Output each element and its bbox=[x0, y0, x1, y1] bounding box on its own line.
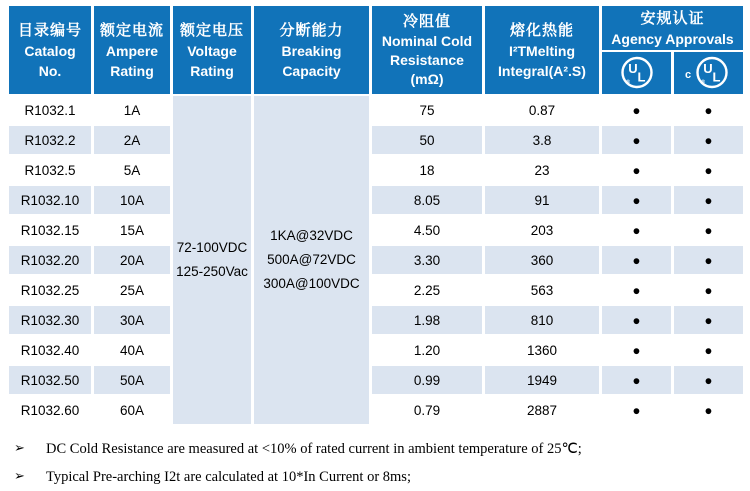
header-breaking-en2: Capacity bbox=[282, 62, 341, 79]
header-melting bbox=[484, 5, 601, 95]
catalog-cell: R1032.1 bbox=[8, 95, 93, 125]
cul-approval-dot: ● bbox=[673, 125, 745, 155]
header-resistance-unit: (mΩ) bbox=[410, 71, 444, 87]
header-catalog bbox=[8, 5, 93, 95]
cul-approval-dot: ● bbox=[673, 95, 745, 125]
svg-text:U: U bbox=[702, 61, 713, 76]
footnote-text: DC Cold Resistance are measured at <10% of rated current in ambient temperature of 25℃; bbox=[46, 441, 582, 457]
ul-approval-dot: ● bbox=[601, 125, 673, 155]
melting-cell: 810 bbox=[484, 305, 601, 335]
catalog-cell: R1032.20 bbox=[8, 245, 93, 275]
ampere-cell: 50A bbox=[93, 365, 172, 395]
header-resistance bbox=[371, 5, 484, 95]
table-row bbox=[8, 185, 745, 215]
arrow-bullet-icon: ➢ bbox=[14, 469, 25, 484]
voltage-line1: 72-100VDC bbox=[176, 240, 248, 255]
resistance-cell: 8.05 bbox=[371, 185, 484, 215]
header-catalog-en2: No. bbox=[38, 62, 62, 79]
header-agency bbox=[601, 5, 745, 51]
ul-approval-dot: ● bbox=[601, 335, 673, 365]
resistance-cell: 2.25 bbox=[371, 275, 484, 305]
catalog-cell: R1032.25 bbox=[8, 275, 93, 305]
header-melting-zh: 熔化热能 bbox=[509, 21, 574, 39]
header-ampere-zh: 额定电流 bbox=[99, 21, 164, 39]
ul-approval-dot: ● bbox=[601, 215, 673, 245]
melting-cell: 3.8 bbox=[484, 125, 601, 155]
ampere-cell: 40A bbox=[93, 335, 172, 365]
header-melting-en2: Integral(A².S) bbox=[498, 62, 586, 79]
table-row bbox=[8, 125, 745, 155]
ul-approval-dot: ● bbox=[601, 95, 673, 125]
ampere-cell: 1A bbox=[93, 95, 172, 125]
melting-cell: 563 bbox=[484, 275, 601, 305]
resistance-cell: 18 bbox=[371, 155, 484, 185]
svg-text:c: c bbox=[684, 69, 691, 81]
melting-cell: 0.87 bbox=[484, 95, 601, 125]
header-ampere bbox=[93, 5, 172, 95]
svg-text:®: ® bbox=[700, 79, 705, 86]
header-resistance-en1: Nominal Cold bbox=[381, 33, 473, 49]
header-ul-logo-cell bbox=[601, 51, 673, 95]
header-agency-en: Agency Approvals bbox=[611, 30, 734, 47]
ul-approval-dot: ● bbox=[601, 245, 673, 275]
cul-approval-dot: ● bbox=[673, 395, 745, 425]
catalog-cell: R1032.50 bbox=[8, 365, 93, 395]
ampere-cell: 10A bbox=[93, 185, 172, 215]
catalog-cell: R1032.5 bbox=[8, 155, 93, 185]
melting-cell: 91 bbox=[484, 185, 601, 215]
footnote-text: Typical Pre-arching I2t are calculated at 10*In Current or 8ms; bbox=[46, 469, 411, 485]
ul-approval-dot: ● bbox=[601, 365, 673, 395]
ul-approval-dot: ● bbox=[601, 305, 673, 335]
header-breaking-zh: 分断能力 bbox=[279, 21, 344, 39]
ul-approval-dot: ● bbox=[601, 185, 673, 215]
resistance-cell: 3.30 bbox=[371, 245, 484, 275]
table-row bbox=[8, 365, 745, 395]
table-row bbox=[8, 275, 745, 305]
svg-text:L: L bbox=[712, 69, 720, 85]
voltage-rating-merged-cell bbox=[172, 95, 253, 425]
melting-cell: 203 bbox=[484, 215, 601, 245]
ampere-cell: 20A bbox=[93, 245, 172, 275]
cul-approval-dot: ● bbox=[673, 365, 745, 395]
ul-mark-icon bbox=[614, 55, 660, 91]
spec-table bbox=[6, 4, 746, 426]
arrow-bullet-icon: ➢ bbox=[14, 441, 25, 456]
cul-approval-dot: ● bbox=[673, 305, 745, 335]
resistance-cell: 1.20 bbox=[371, 335, 484, 365]
footnotes bbox=[6, 435, 750, 491]
table-row bbox=[8, 305, 745, 335]
ul-approval-dot: ● bbox=[601, 275, 673, 305]
svg-text:L: L bbox=[637, 69, 645, 85]
cul-approval-dot: ● bbox=[673, 185, 745, 215]
melting-cell: 23 bbox=[484, 155, 601, 185]
voltage-line2: 125-250Vac bbox=[176, 264, 248, 279]
resistance-cell: 50 bbox=[371, 125, 484, 155]
table-row bbox=[8, 395, 745, 425]
table-row bbox=[8, 245, 745, 275]
melting-cell: 1949 bbox=[484, 365, 601, 395]
cul-approval-dot: ● bbox=[673, 155, 745, 185]
melting-cell: 360 bbox=[484, 245, 601, 275]
ul-approval-dot: ● bbox=[601, 395, 673, 425]
svg-text:®: ® bbox=[625, 79, 630, 86]
breaking-line3: 300A@100VDC bbox=[263, 276, 360, 291]
header-breaking bbox=[253, 5, 371, 95]
melting-cell: 1360 bbox=[484, 335, 601, 365]
breaking-line1: 1KA@32VDC bbox=[270, 228, 353, 243]
c-ul-mark-icon bbox=[682, 55, 736, 91]
table-row bbox=[8, 95, 745, 125]
ampere-cell: 30A bbox=[93, 305, 172, 335]
header-voltage-zh: 额定电压 bbox=[179, 21, 244, 39]
ampere-cell: 2A bbox=[93, 125, 172, 155]
header-catalog-zh: 目录编号 bbox=[17, 21, 82, 39]
ampere-cell: 60A bbox=[93, 395, 172, 425]
cul-approval-dot: ● bbox=[673, 215, 745, 245]
table-row bbox=[8, 335, 745, 365]
table-row bbox=[8, 215, 745, 245]
footnote-prearching bbox=[6, 463, 750, 491]
header-ampere-en1: Ampere bbox=[105, 42, 159, 59]
header-voltage-en2: Rating bbox=[190, 62, 234, 79]
header-breaking-en1: Breaking bbox=[281, 42, 342, 59]
header-catalog-en1: Catalog bbox=[24, 42, 76, 59]
resistance-cell: 0.79 bbox=[371, 395, 484, 425]
svg-text:U: U bbox=[627, 61, 638, 76]
catalog-cell: R1032.30 bbox=[8, 305, 93, 335]
breaking-capacity-merged-cell bbox=[253, 95, 371, 425]
catalog-cell: R1032.60 bbox=[8, 395, 93, 425]
catalog-cell: R1032.40 bbox=[8, 335, 93, 365]
resistance-cell: 0.99 bbox=[371, 365, 484, 395]
melting-cell: 2887 bbox=[484, 395, 601, 425]
catalog-cell: R1032.15 bbox=[8, 215, 93, 245]
header-voltage bbox=[172, 5, 253, 95]
header-cul-logo-cell bbox=[673, 51, 745, 95]
table-row bbox=[8, 155, 745, 185]
ampere-cell: 15A bbox=[93, 215, 172, 245]
resistance-cell: 75 bbox=[371, 95, 484, 125]
header-ampere-en2: Rating bbox=[110, 62, 154, 79]
catalog-cell: R1032.2 bbox=[8, 125, 93, 155]
ampere-cell: 5A bbox=[93, 155, 172, 185]
resistance-cell: 1.98 bbox=[371, 305, 484, 335]
header-resistance-zh: 冷阻值 bbox=[402, 13, 451, 30]
breaking-line2: 500A@72VDC bbox=[267, 252, 356, 267]
ampere-cell: 25A bbox=[93, 275, 172, 305]
header-voltage-en1: Voltage bbox=[187, 42, 237, 59]
resistance-cell: 4.50 bbox=[371, 215, 484, 245]
header-resistance-en2: Resistance bbox=[390, 52, 464, 68]
ul-approval-dot: ● bbox=[601, 155, 673, 185]
footnote-cold-resistance bbox=[6, 435, 750, 463]
cul-approval-dot: ● bbox=[673, 335, 745, 365]
catalog-cell: R1032.10 bbox=[8, 185, 93, 215]
cul-approval-dot: ● bbox=[673, 275, 745, 305]
cul-approval-dot: ● bbox=[673, 245, 745, 275]
header-agency-zh: 安规认证 bbox=[640, 9, 705, 27]
header-melting-en1: I²TMelting bbox=[508, 42, 576, 59]
